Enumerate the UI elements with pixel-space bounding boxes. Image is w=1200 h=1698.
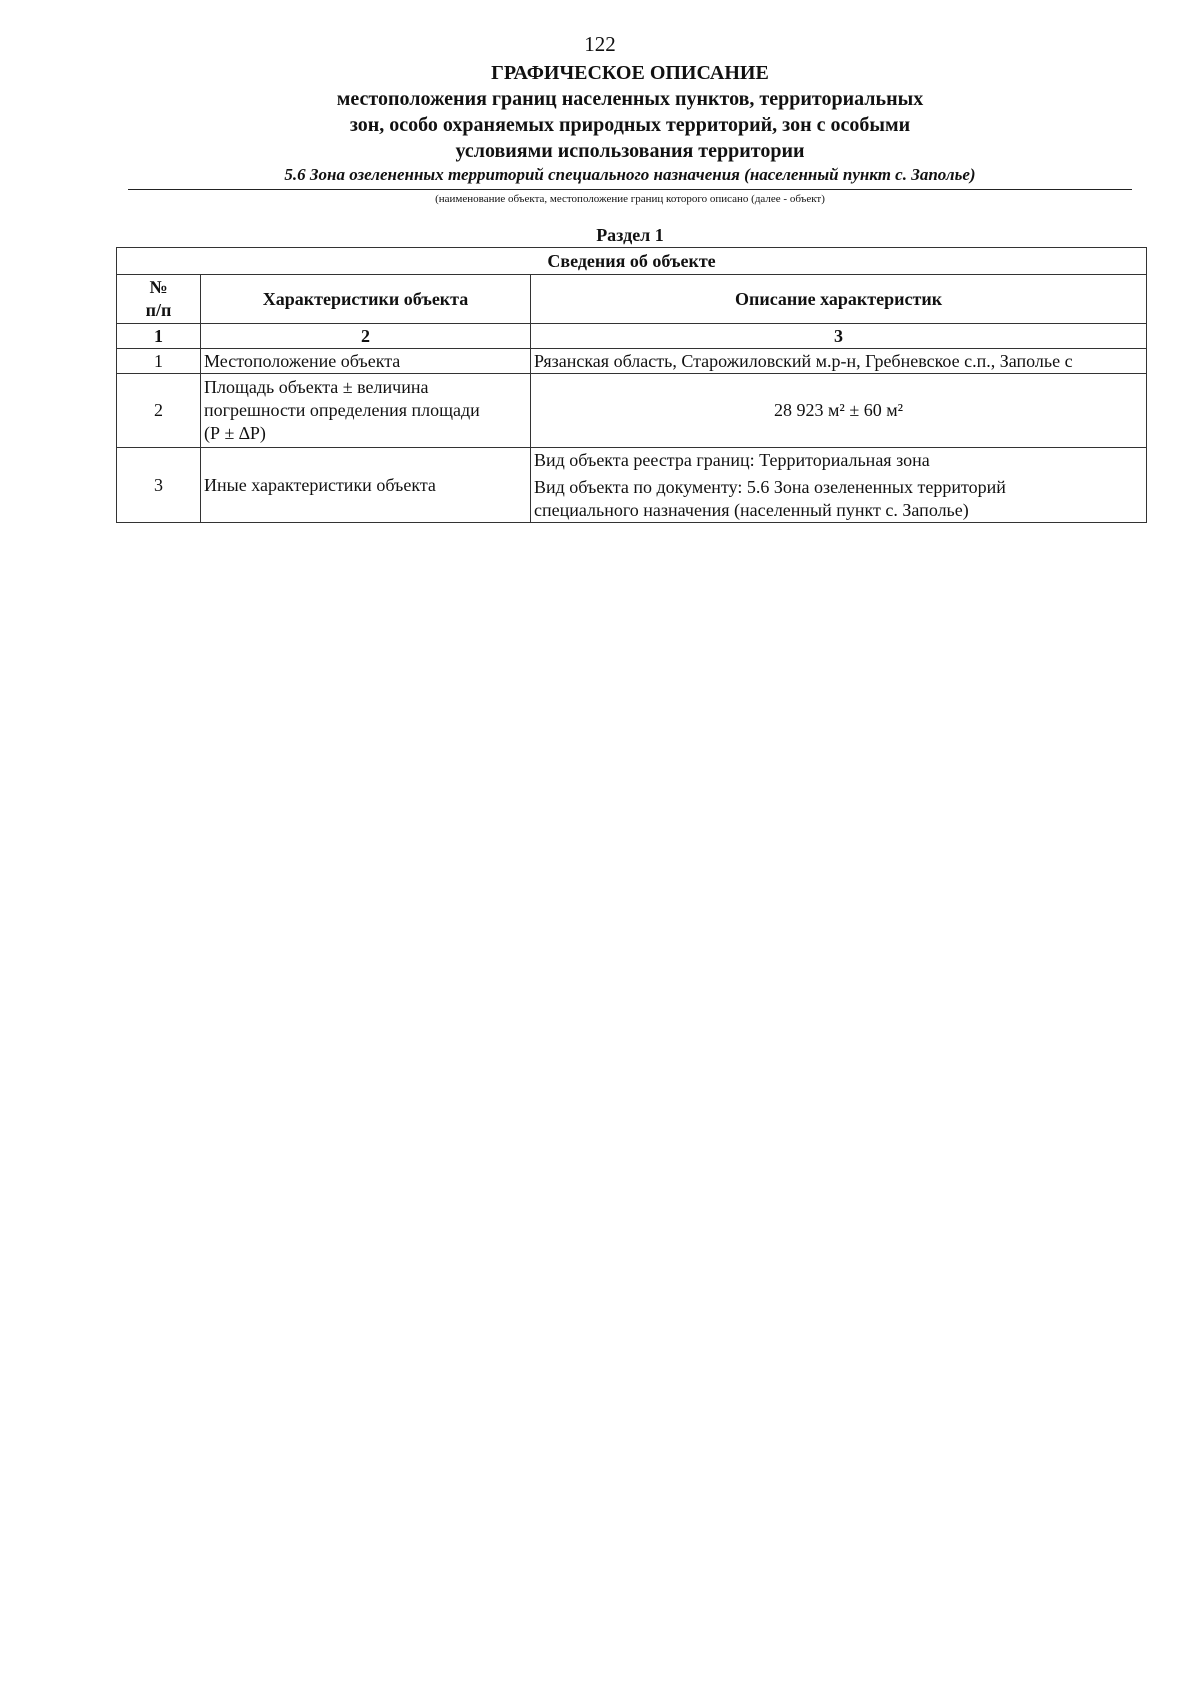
row-num: 3 xyxy=(117,448,201,523)
characteristic-line: погрешности определения площади xyxy=(204,400,480,420)
row-characteristic: Местоположение объекта xyxy=(201,349,531,374)
index-cell: 1 xyxy=(117,324,201,349)
object-name-underline xyxy=(128,189,1132,190)
document-title xyxy=(0,60,1200,164)
table-caption-row xyxy=(117,248,1147,275)
title-line: ГРАФИЧЕСКОЕ ОПИСАНИЕ xyxy=(491,62,769,84)
title-line: зон, особо охраняемых природных территорий, зон с особыми xyxy=(349,114,911,136)
characteristic-line: (Р ± ∆Р) xyxy=(204,423,266,443)
page-number: 122 xyxy=(584,32,616,56)
row-characteristic: Иные характеристики объекта xyxy=(201,448,531,523)
header-description: Описание характеристик xyxy=(531,275,1147,324)
description-line: специального назначения (населенный пункт с. Заполье) xyxy=(534,499,969,520)
object-name-caption: (наименование объекта, местоположение границ которого описано (далее - объект) xyxy=(435,193,825,205)
index-cell: 2 xyxy=(201,324,531,349)
section-title: Раздел 1 xyxy=(596,225,664,245)
index-cell: 3 xyxy=(531,324,1147,349)
description-line: Вид объекта по документу: 5.6 Зона озелененных территорий xyxy=(534,476,1006,497)
description-line: Вид объекта реестра границ: Территориальная зона xyxy=(534,449,930,470)
table-row xyxy=(117,374,1147,448)
characteristic-line: Площадь объекта ± величина xyxy=(204,377,429,397)
row-description: Рязанская область, Старожиловский м.р-н, Гребневское с.п., Заполье с xyxy=(531,349,1147,374)
header-characteristics: Характеристики объекта xyxy=(201,275,531,324)
row-num: 1 xyxy=(117,349,201,374)
header-num-line1: № xyxy=(149,277,168,297)
table-row xyxy=(117,448,1147,523)
row-description xyxy=(531,448,1147,523)
object-info-table xyxy=(116,247,1147,523)
table-caption: Сведения об объекте xyxy=(117,248,1147,275)
row-characteristic xyxy=(201,374,531,448)
row-description: 28 923 м² ± 60 м² xyxy=(531,374,1147,448)
table-header-row xyxy=(117,275,1147,324)
header-num-line2: п/п xyxy=(145,300,172,320)
row-num: 2 xyxy=(117,374,201,448)
title-line: условиями использования территории xyxy=(455,140,805,162)
title-line: местоположения границ населенных пунктов, территориальных xyxy=(336,88,924,110)
object-name: 5.6 Зона озелененных территорий специального назначения (населенный пункт с. Заполье) xyxy=(284,165,976,184)
table-row xyxy=(117,349,1147,374)
header-num xyxy=(117,275,201,324)
table-index-row xyxy=(117,324,1147,349)
